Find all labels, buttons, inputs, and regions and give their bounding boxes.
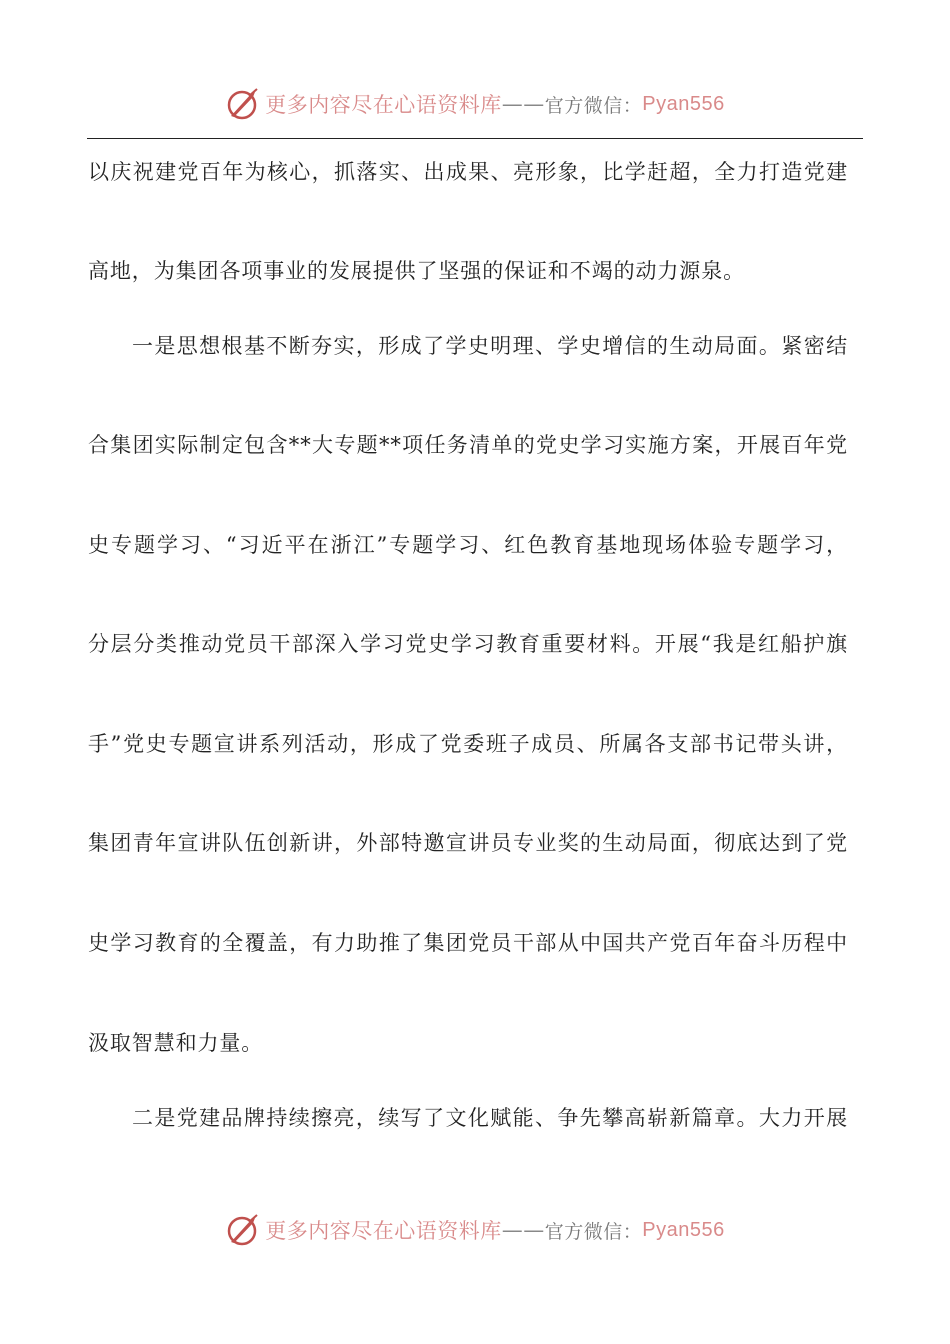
body-line: 汲取智慧和力量。 xyxy=(88,1031,264,1055)
pen-logo-icon xyxy=(225,1212,261,1248)
body-line: 史专题学习、“习近平在浙江”专题学习、红色教育基地现场体验专题学习， xyxy=(88,533,848,557)
body-line: 二是党建品牌持续擦亮，续写了文化赋能、争先攀高崭新篇章。大力开展 xyxy=(132,1106,848,1130)
body-line: 一是思想根基不断夯实，形成了学史明理、学史增信的生动局面。紧密结 xyxy=(132,334,848,358)
body-line: 史学习教育的全覆盖，有力助推了集团党员干部从中国共产党百年奋斗历程中 xyxy=(88,931,848,955)
body-line: 集团青年宣讲队伍创新讲，外部特邀宣讲员专业奖的生动局面，彻底达到了党 xyxy=(88,831,848,855)
watermark-dash: —— xyxy=(501,1218,545,1242)
body-line: 以庆祝建党百年为核心，抓落实、出成果、亮形象，比学赶超，全力打造党建 xyxy=(88,160,848,184)
watermark-label: 官方微信： xyxy=(544,94,643,117)
watermark-dash: —— xyxy=(501,92,545,116)
body-line: 合集团实际制定包含**大专题**项任务清单的党史学习实施方案，开展百年党 xyxy=(88,433,848,457)
footer-watermark xyxy=(0,1208,950,1252)
body-line: 手”党史专题宣讲系列活动，形成了党委班子成员、所属各支部书记带头讲， xyxy=(88,732,848,756)
watermark-id: Pyan556 xyxy=(642,92,725,115)
watermark-id: Pyan556 xyxy=(642,1218,725,1241)
body-line: 高地，为集团各项事业的发展提供了坚强的保证和不竭的动力源泉。 xyxy=(88,259,745,283)
watermark-main-text: 更多内容尽在心语资料库 xyxy=(265,1219,502,1243)
pen-logo-icon xyxy=(225,86,261,122)
header-watermark xyxy=(0,82,950,126)
watermark-label: 官方微信： xyxy=(544,1220,643,1243)
body-line: 分层分类推动党员干部深入学习党史学习教育重要材料。开展“我是红船护旗 xyxy=(88,632,848,656)
watermark-main-text: 更多内容尽在心语资料库 xyxy=(265,93,502,117)
header-rule xyxy=(87,138,863,139)
